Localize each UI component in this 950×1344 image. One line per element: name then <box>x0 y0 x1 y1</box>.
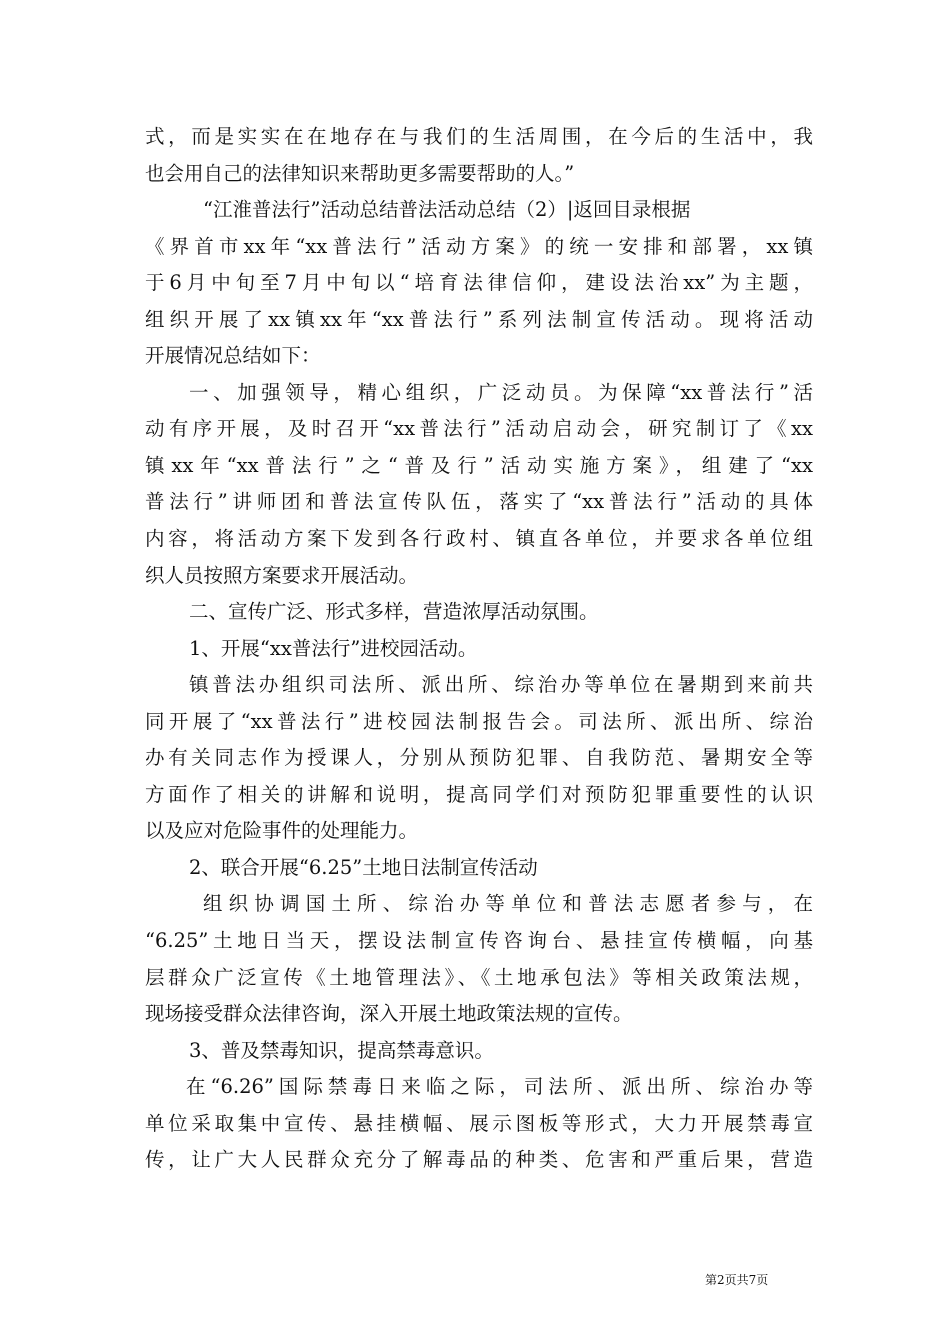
text-line: 办有关同志作为授课人，分别从预防犯罪、自我防范、暑期安全等 <box>145 746 813 770</box>
text-line: 3、普及禁毒知识，提高禁毒意识。 <box>189 1038 494 1062</box>
document-body <box>145 119 813 1179</box>
text-line: 一、加强领导，精心组织，广泛动员。为保障“xx普法行”活 <box>189 380 813 404</box>
text-line: 在“6.26”国际禁毒日来临之际，司法所、派出所、综治办等 <box>186 1075 813 1099</box>
text-line: 二、宣传广泛、形式多样，营造浓厚活动氛围。 <box>189 600 599 624</box>
text-line: 开展情况总结如下： <box>145 344 321 368</box>
text-line: 同开展了“xx普法行”进校园法制报告会。司法所、派出所、综治 <box>145 709 813 733</box>
text-line: 式，而是实实在在地存在与我们的生活周围，在今后的生活中，我 <box>145 125 813 148</box>
text-line: 传，让广大人民群众充分了解毒品的种类、危害和严重后果，营造 <box>145 1148 813 1172</box>
text-line: “江淮普法行”活动总结普法活动总结（2）|返回目录根据 <box>203 198 691 222</box>
text-line: 以及应对危险事件的处理能力。 <box>145 819 419 843</box>
text-line: 《界首市xx年“xx普法行”活动方案》的统一安排和部署，xx镇 <box>145 234 813 258</box>
text-line: 于6月中旬至7月中旬以“培育法律信仰，建设法治xx”为主题， <box>145 271 813 295</box>
text-line: 镇xx年“xx普法行”之“普及行”活动实施方案》，组建了“xx <box>145 453 813 477</box>
text-line: 方面作了相关的讲解和说明，提高同学们对预防犯罪重要性的认识 <box>145 782 813 806</box>
text-line: 2、联合开展“6.25”土地日法制宣传活动 <box>189 855 538 879</box>
page-number: 第2页共7页 <box>705 1273 769 1287</box>
text-line: 动有序开展，及时召开“xx普法行”活动启动会，研究制订了《xx <box>145 417 813 441</box>
text-line: 也会用自己的法律知识来帮助更多需要帮助的人。” <box>145 161 575 185</box>
text-line: 组织开展了xx镇xx年“xx普法行”系列法制宣传活动。现将活动 <box>145 307 813 331</box>
text-line: 内容，将活动方案下发到各行政村、镇直各单位，并要求各单位组 <box>145 527 813 551</box>
text-line: 1、开展“xx普法行”进校园活动。 <box>189 636 478 660</box>
text-line: 单位采取集中宣传、悬挂横幅、展示图板等形式，大力开展禁毒宣 <box>145 1111 813 1135</box>
text-line: 普法行”讲师团和普法宣传队伍，落实了“xx普法行”活动的具体 <box>145 490 813 514</box>
text-line: “6.25”土地日当天，摆设法制宣传咨询台、悬挂宣传横幅，向基 <box>145 929 813 953</box>
text-line: 现场接受群众法律咨询，深入开展土地政策法规的宣传。 <box>145 1002 633 1026</box>
text-line: 织人员按照方案要求开展活动。 <box>145 563 419 587</box>
text-line: 层群众广泛宣传《土地管理法》、《土地承包法》等相关政策法规， <box>145 965 813 989</box>
text-line: 组织协调国土所、综治办等单位和普法志愿者参与，在 <box>203 892 813 916</box>
text-line: 镇普法办组织司法所、派出所、综治办等单位在暑期到来前共 <box>189 673 813 697</box>
